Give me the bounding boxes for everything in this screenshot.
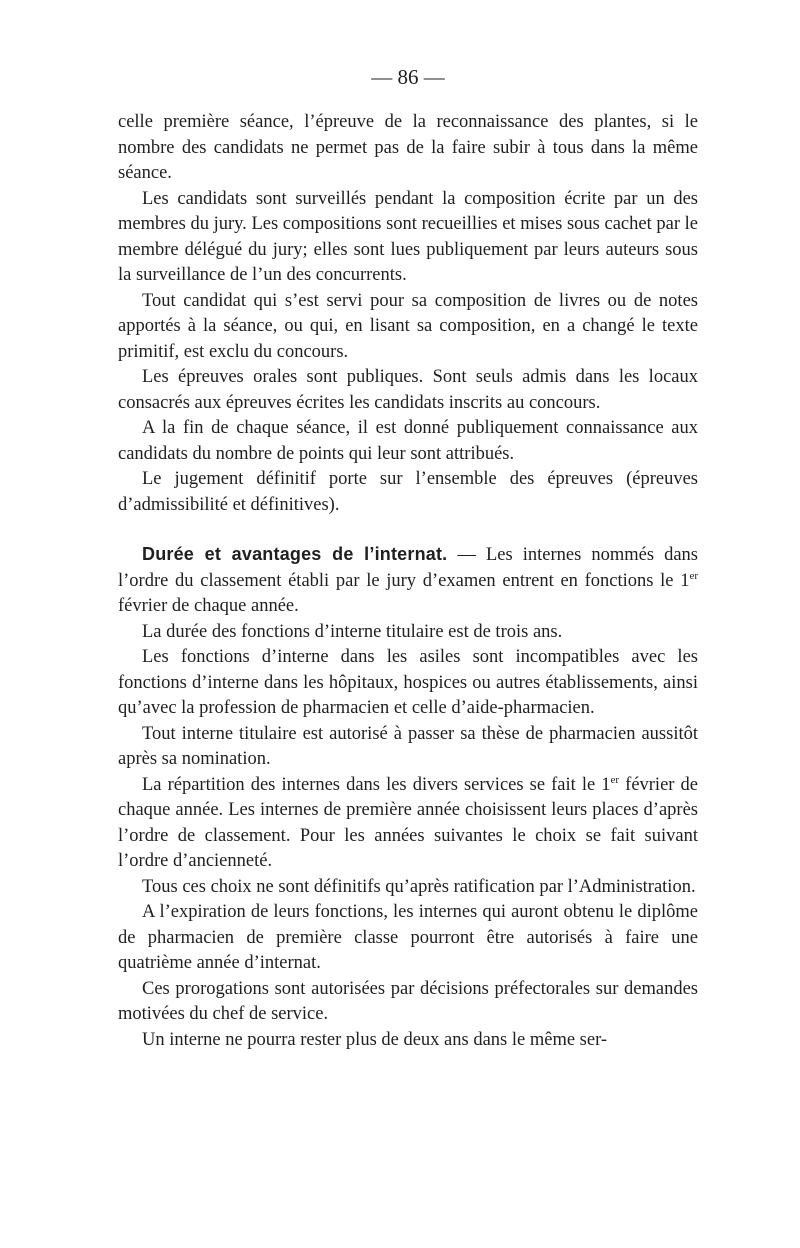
paragraph-ratification: Tous ces choix ne sont définitifs qu’après ratification par l’Administration. bbox=[142, 876, 696, 897]
paragraph-incompatible: Les fonctions d’interne dans les asiles sont incompatibles avec les fonctions d’interne dans les hôpitaux, hospices ou autres établissements, ainsi qu’avec la profession de pharmacien et celle d’aide-pharmacien. bbox=[118, 647, 698, 718]
paragraph-surveillance: Les candidats sont surveillés pendant la composition écrite par un des membres du jury. Les compositions sont recueillies et mises sous cachet par le membre délégué du jury; elles sont lues publiquement par leurs auteurs sous la surveillance de l’un des concurrents. bbox=[118, 188, 698, 285]
section-intro-text: — Les internes nommés dans l’ordre du classement établi par le jury d’examen entrent en fonctions le 1 bbox=[118, 545, 698, 591]
superscript-er: er bbox=[689, 569, 698, 582]
paragraph-expiration: A l’expiration de leurs fonctions, les internes qui auront obtenu le diplôme de pharmacien de première classe pourront être autorisés à faire une quatrième année d’internat. bbox=[118, 902, 698, 973]
repartition-text: La répartition des internes dans les divers services se fait le 1 bbox=[142, 774, 611, 795]
superscript-er: er bbox=[610, 773, 620, 786]
paragraph-exclusion: Tout candidat qui s’est servi pour sa composition de livres ou de notes apportés à la séance, ou qui, en lisant sa composition, en a changé le texte primitif, est exclu du concours. bbox=[118, 290, 698, 362]
paragraph-judgement: Le jugement définitif porte sur l’ensemble des épreuves (épreuves d’admissibilité et définitives). bbox=[118, 469, 698, 515]
document-page bbox=[118, 62, 698, 1053]
paragraph-section-intro bbox=[118, 542, 698, 620]
paragraph-thesis: Tout interne titulaire est autorisé à passer sa thèse de pharmacien aussitôt après sa nomination. bbox=[118, 723, 698, 769]
paragraph-continuation: celle première séance, l’épreuve de la reconnaissance des plantes, si le nombre des candidats ne permet pas de la faire subir à tous dans la même séance. bbox=[118, 112, 698, 183]
paragraph-prorogations: Ces prorogations sont autorisées par décisions préfectorales sur demandes motivées du chef de service. bbox=[118, 978, 698, 1024]
paragraph-tenure: La durée des fonctions d’interne titulaire est de trois ans. bbox=[142, 621, 563, 642]
paragraph-final: Un interne ne pourra rester plus de deux ans dans le même ser- bbox=[142, 1029, 608, 1050]
section-gap bbox=[118, 518, 698, 542]
section-heading: Durée et avantages de l’internat. bbox=[142, 544, 448, 564]
paragraph-repartition bbox=[118, 773, 698, 875]
section-intro-text-end: février de chaque année. bbox=[118, 596, 299, 616]
repartition-text-end: février de chaque année. Les internes de première année choisissent leurs places d’après l’ordre de classement. Pour les années suivantes le choix se fait suivant l’ordre d’ancienneté. bbox=[118, 774, 698, 871]
paragraph-oral-exams: Les épreuves orales sont publiques. Sont seuls admis dans les locaux consacrés aux épreuves écrites les candidats inscrits au concours. bbox=[118, 367, 698, 413]
paragraph-points: A la fin de chaque séance, il est donné publiquement connaissance aux candidats du nombre de points qui leur sont attribués. bbox=[118, 418, 698, 464]
page-number: — 86 — bbox=[371, 65, 445, 89]
